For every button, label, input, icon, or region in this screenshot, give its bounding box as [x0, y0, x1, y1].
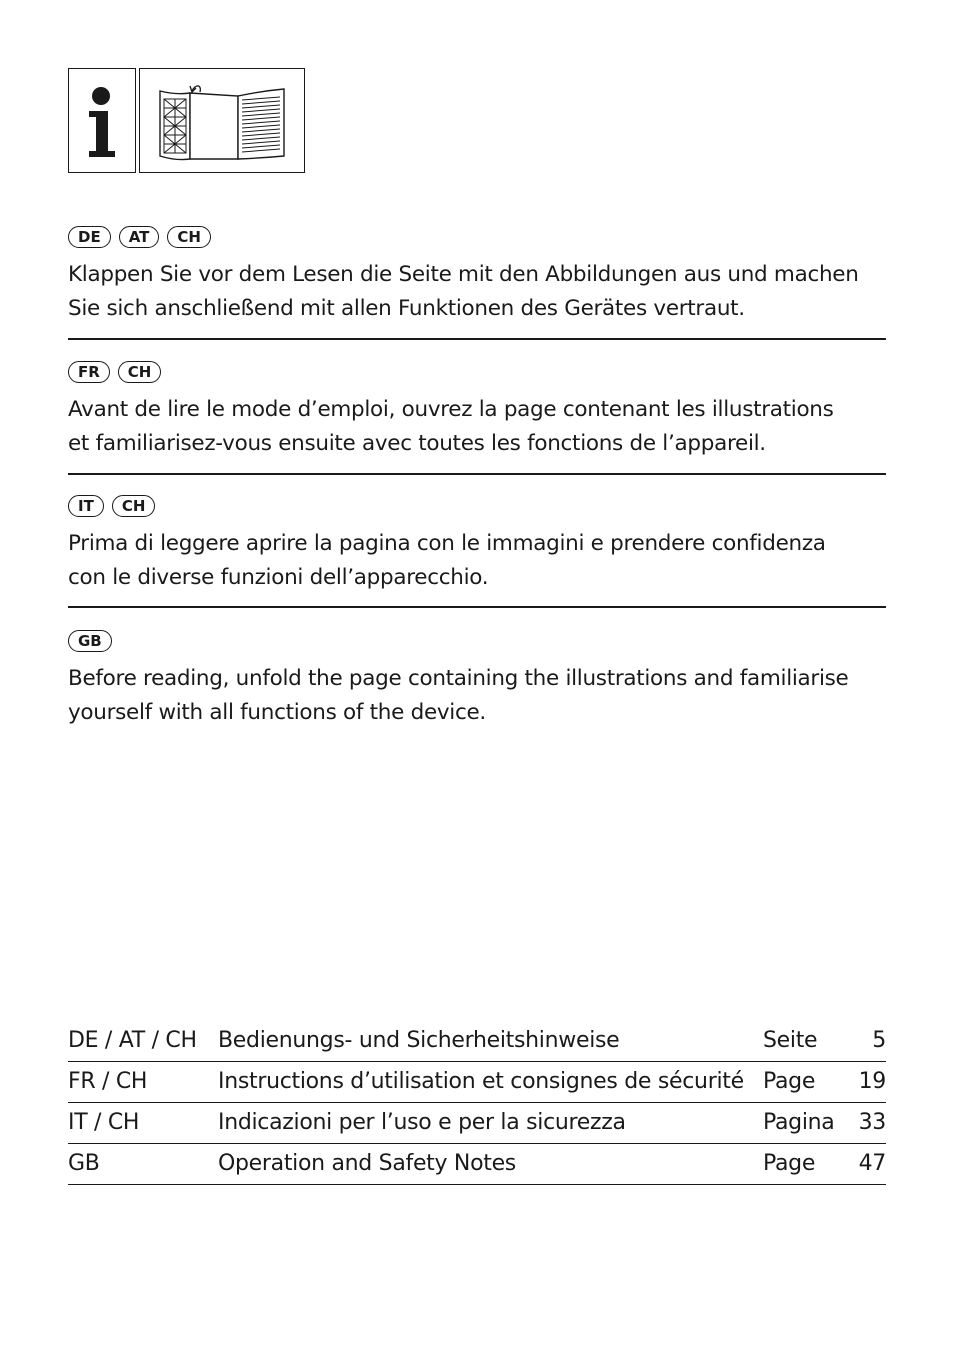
- text-line: con le diverse funzioni dell’apparecchio.: [68, 565, 489, 590]
- unfold-page-icon: [139, 68, 305, 173]
- text-line: et familiarisez-vous ensuite avec toutes les fonctions de l’appareil.: [68, 431, 766, 456]
- toc-row[interactable]: [68, 1103, 886, 1144]
- language-badge: GB: [68, 630, 112, 652]
- language-badges: [68, 226, 886, 250]
- toc-page-label: Pagina: [763, 1110, 835, 1135]
- toc-language: GB: [68, 1151, 100, 1176]
- divider: [68, 606, 886, 608]
- language-badge: IT: [68, 495, 104, 517]
- table-of-contents: [68, 1021, 886, 1185]
- section-de: [68, 226, 886, 326]
- language-badge: CH: [118, 361, 162, 383]
- toc-title: Bedienungs- und Sicherheitshinweise: [218, 1028, 620, 1053]
- info-icon: [68, 68, 136, 173]
- toc-language: IT / CH: [68, 1110, 140, 1135]
- toc-page-label: Page: [763, 1069, 816, 1094]
- language-badge: FR: [68, 361, 110, 383]
- text-line: Avant de lire le mode d’emploi, ouvrez la page contenant les illustrations: [68, 397, 834, 422]
- toc-row[interactable]: [68, 1021, 886, 1062]
- language-badges: [68, 630, 886, 654]
- language-badge: DE: [68, 226, 111, 248]
- toc-page-label: Seite: [763, 1028, 818, 1053]
- text-line: yourself with all functions of the device.: [68, 700, 486, 725]
- text-line: Sie sich anschließend mit allen Funktionen des Gerätes vertraut.: [68, 296, 745, 321]
- text-line: Klappen Sie vor dem Lesen die Seite mit den Abbildungen aus und machen: [68, 262, 859, 287]
- language-badge: CH: [167, 226, 211, 248]
- divider: [68, 473, 886, 475]
- toc-title: Indicazioni per l’uso e per la sicurezza: [218, 1110, 626, 1135]
- text-line: Before reading, unfold the page containing the illustrations and familiarise: [68, 666, 849, 691]
- language-badges: [68, 361, 886, 385]
- toc-page-number: 19: [858, 1069, 886, 1094]
- toc-page-number: 47: [858, 1151, 886, 1176]
- instruction-text: [68, 393, 886, 461]
- section-gb: [68, 630, 886, 730]
- toc-row[interactable]: [68, 1144, 886, 1185]
- instruction-text: [68, 662, 886, 730]
- section-it: [68, 495, 886, 595]
- toc-page-number: 33: [858, 1110, 886, 1135]
- toc-page-label: Page: [763, 1151, 816, 1176]
- section-fr: [68, 361, 886, 461]
- toc-title: Operation and Safety Notes: [218, 1151, 516, 1176]
- instruction-text: [68, 527, 886, 595]
- toc-row[interactable]: [68, 1062, 886, 1103]
- language-badges: [68, 495, 886, 519]
- language-badge: CH: [112, 495, 156, 517]
- toc-page-number: 5: [872, 1028, 886, 1053]
- divider: [68, 338, 886, 340]
- instruction-text: [68, 258, 886, 326]
- toc-title: Instructions d’utilisation et consignes de sécurité: [218, 1069, 744, 1094]
- toc-language: FR / CH: [68, 1069, 148, 1094]
- text-line: Prima di leggere aprire la pagina con le immagini e prendere confidenza: [68, 531, 826, 556]
- language-badge: AT: [119, 226, 160, 248]
- toc-language: DE / AT / CH: [68, 1028, 197, 1053]
